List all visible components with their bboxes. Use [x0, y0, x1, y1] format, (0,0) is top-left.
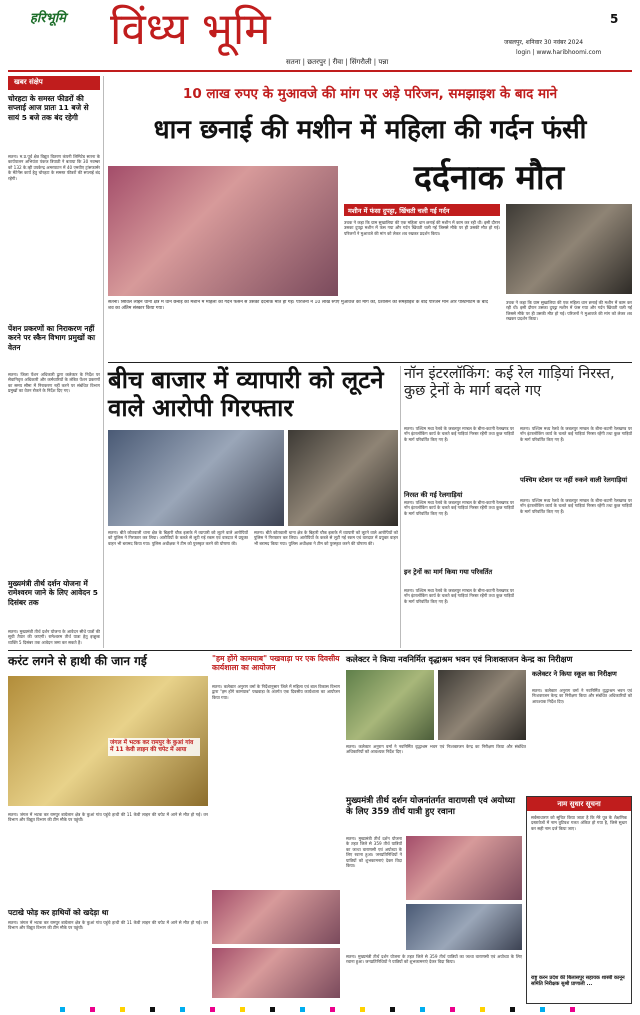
notice-box [526, 796, 632, 1004]
sidebar-divider [103, 76, 104, 648]
top-story-photo-2 [506, 204, 632, 294]
workshop-story [212, 654, 340, 1004]
elephant-story [8, 654, 208, 1004]
sidebar [8, 76, 100, 645]
rail-story-body-4: सतना। पश्चिम मध्य रेलवे के जबलपुर मण्डल के बीना-कटनी रेलखण्ड पर नॉन इंटरलॉकिंग कार्य के चलते कई गाड़ियां निरस्त रहेंगी तथा कुछ गाड़ियों के मार्ग परिवर्तित किए गए हैं। [520, 426, 632, 442]
pilgrim-story-photo-2 [406, 904, 522, 950]
workshop-story-body: सतना। कलेक्टर अनुराग वर्मा के निर्देशानुसार जिले में महिला एवं बाल विकास विभाग द्वारा "हम होंगे कामयाब" पखवाड़ा के अंतर्गत एक दिवसीय कार्यशाला का आयोजन किया गया। [212, 684, 340, 700]
top-story-side-title: मशीन में फंसा दुपट्टा, खिंचती चली गई गर्दन [344, 204, 500, 216]
sidebar-body-3: सतना। मुख्यमंत्री तीर्थ दर्शन योजना के आवेदन सीधे पात्रों की सूची तैयार की जाएगी। रामेश्वरम तीर्थ यात्रा हेतु इच्छुक व्यक्ति 5 दिसंबर तक आवेदन जमा कर सकते हैं। [8, 629, 100, 645]
pilgrim-story-headline: मुख्यमंत्री तीर्थ दर्शन योजनांतर्गत वाराणसी एवं अयोध्या के लिए 359 तीर्थ यात्री हुए रवाना [346, 796, 515, 817]
pilgrim-story [346, 796, 522, 1004]
elephant-story-body-2: सतना। जंगल में भटक कर रामपुर बाघेलान क्षेत्र के कुआं गांव पहुंचे हाथी की 11 केवी लाइन की चपेट में आने से मौत हो गई। वन विभाग और विद्युत विभाग की टीम मौके पर पहुंची। [8, 920, 208, 931]
rail-story-body-3: सतना। पश्चिम मध्य रेलवे के जबलपुर मण्डल के बीना-कटनी रेलखण्ड पर नॉन इंटरलॉकिंग कार्य के चलते कई गाड़ियां निरस्त रहेंगी तथा कुछ गाड़ियों के मार्ग परिवर्तित किए गए हैं। [404, 588, 514, 604]
elephant-story-photo-caption: जंगल में भटक कर रामपुर के कुआं गांव में 11 केवी लाइन की चपेट में आया [108, 738, 200, 756]
market-story [108, 366, 398, 648]
market-divider [400, 366, 401, 648]
top-story-headline: धान छनाई की मशीन में महिला की गर्दन फंसी [153, 115, 587, 145]
masthead-rule [8, 70, 632, 72]
color-bar [60, 1007, 580, 1012]
workshop-story-photo [212, 890, 340, 944]
notice-title: नाम सुधार सूचना [527, 797, 631, 811]
elephant-story-sub: पटाखे फोड़ कर हाथियों को खदेड़ा था [8, 908, 109, 917]
page-number: 5 [610, 12, 619, 26]
top-story-kicker: 10 लाख रुपए के मुआवजे की मांग पर अड़े परिजन, समझाइश के बाद माने [182, 86, 558, 102]
top-story [108, 78, 632, 360]
top-story-rule [108, 362, 632, 363]
rail-story-sub2: इन ट्रेनों का मार्ग किया गया परिवर्तित [404, 568, 493, 576]
sidebar-headline-1: चोरहटा के समस्त फीडरों की सप्लाई आज प्रातः 11 बजे से सायं 5 बजे तक बंद रहेगी [8, 94, 89, 122]
region-list: सतना | छतरपुर | रीवा | सिंगरौली | पन्ना [286, 58, 389, 66]
collector-story-photo [346, 670, 434, 740]
pilgrim-story-photo [406, 836, 522, 900]
page-title: विंध्य भूमि [110, 4, 271, 55]
sidebar-section-label: खबर संक्षेप [8, 76, 100, 90]
collector-story-headline: कलेक्टर ने किया नवनिर्मित वृद्धाश्रम भवन एवं निःशक्तजन केन्द्र का निरीक्षण [346, 654, 573, 664]
market-story-photo [108, 430, 284, 526]
top-story-photo [108, 166, 338, 296]
pilgrim-story-body: सतना। मुख्यमंत्री तीर्थ दर्शन योजना के तहत जिले से 359 तीर्थ यात्रियों का जत्था वाराणसी एवं अयोध्या के लिए रवाना हुआ। जनप्रतिनिधियों ने यात्रियों को शुभकामनाएं देकर विदा किया। [346, 836, 402, 869]
sidebar-body-1: सतना। म.प्र.पूर्व क्षेत्र विद्युत वितरण कंपनी लिमिटेड सतना के कार्यपालन अभियंता पंकज त्रिपाठी ने बताया कि 30 नवम्बर को 132 के.व्ही उपकेन्द्र अमरपाटन में 40 एमवीए ट्रांसफार्मर के मेंटेनेंस कार्य हेतु चोरहटा के समस्त फीडरों की सप्लाई बंद रहेगी। [8, 154, 100, 181]
top-story-caption: सतना। सिविल लाइन थाना क्षेत्र में धान छनाई की मशीन में महिला की गर्दन फंसने से उसकी दर्दनाक मौत हो गई। परिजनों ने 10 लाख रुपए मुआवजे की मांग की, प्रशासन की समझाइश के बाद परिजन माने और पोस्टमार्टम के बाद शव का अंतिम संस्कार किया गया। [108, 300, 488, 311]
pilgrim-story-body-2: सतना। मुख्यमंत्री तीर्थ दर्शन योजना के तहत जिले से 359 तीर्थ यात्रियों का जत्था वाराणसी एवं अयोध्या के लिए रवाना हुआ। जनप्रतिनिधियों ने यात्रियों को शुभकामनाएं देकर विदा किया। [346, 954, 522, 965]
collector-story-photo-2 [438, 670, 526, 740]
elephant-story-body: सतना। जंगल में भटक कर रामपुर बाघेलान क्षेत्र के कुआं गांव पहुंचे हाथी की 11 केवी लाइन की चपेट में आने से मौत हो गई। वन विभाग और विद्युत विभाग की टीम मौके पर पहुंची। [8, 812, 208, 823]
rail-story-headline: नॉन इंटरलॉकिंग: कई रेल गाड़ियां निरस्त, कुछ ट्रेनों के मार्ग बदले गए [404, 366, 615, 399]
site-url[interactable]: login | www.haribhoomi.com [516, 49, 602, 56]
workshop-story-quote: "हम होंगे कामयाब" पखवाड़ा पर एक दिवसीय कार्यशाला का आयोजन [212, 654, 340, 673]
market-story-body-2: सतना। बीते कोतवाली थाना क्षेत्र के बिहारी चौक इलाके में व्यापारी को लूटने वाले आरोपियों को पुलिस ने गिरफ्तार कर लिया। आरोपियों के कब्जे से लूटी गई रकम एवं वारदात में प्रयुक्त वाहन भी बरामद किया गया। पुलिस अधीक्षक ने टीम को पुरस्कृत करने की घोषणा की। [254, 530, 398, 546]
masthead [0, 0, 640, 72]
dateline: जबलपुर, शनिवार 30 नवंबर 2024 [504, 39, 584, 46]
market-story-headline: बीच बाजार में व्यापारी को लूटने वाले आरोपी गिरफ्तार [108, 366, 384, 422]
rail-story-body-2: सतना। पश्चिम मध्य रेलवे के जबलपुर मण्डल के बीना-कटनी रेलखण्ड पर नॉन इंटरलॉकिंग कार्य के चलते कई गाड़ियां निरस्त रहेंगी तथा कुछ गाड़ियों के मार्ग परिवर्तित किए गए हैं। [404, 500, 514, 516]
elephant-story-headline: करंट लगने से हाथी की जान गई [8, 654, 147, 668]
collector-story-body-2: सतना। कलेक्टर अनुराग वर्मा ने नवनिर्मित वृद्धाश्रम भवन एवं निःशक्तजन केन्द्र का निरीक्षण किया और संबंधित अधिकारियों को आवश्यक निर्देश दिए। [532, 688, 632, 704]
notice-body: सर्वसाधारण को सूचित किया जाता है कि मेरे पुत्र के शैक्षणिक दस्तावेजों में नाम त्रुटिवश गलत अंकित हो गया है, जिसे सुधार कर सही नाम दर्ज किया जाए। [531, 815, 627, 831]
collector-story [346, 654, 632, 792]
collector-story-sub: कलेक्टर ने किया स्कूल का निरीक्षण [532, 670, 617, 678]
rail-story [404, 366, 632, 648]
brand-logo: हरिभूमि [30, 11, 66, 26]
sidebar-headline-3: मुख्यमंत्री तीर्थ दर्शन योजना में रामेश्वरम जाने के लिए आवेदन 5 दिसंबर तक [8, 579, 98, 607]
top-story-side-body-2: उचक ने कहा कि ग्राम सुखालिया की एक महिला धान छनाई की मशीन में काम कर रही थी। इसी दौरान उसका दुपट्टा मशीन में फंस गया और गर्दन खिंचती चली गई जिससे मौके पर ही उसकी मौत हो गई। परिजनों ने मुआवजे की मांग को लेकर शव रखकर प्रदर्शन किया। [506, 300, 632, 322]
collector-story-body: सतना। कलेक्टर अनुराग वर्मा ने नवनिर्मित वृद्धाश्रम भवन एवं निःशक्तजन केन्द्र का निरीक्षण किया और संबंधित अधिकारियों को आवश्यक निर्देश दिए। [346, 744, 526, 755]
rail-story-sub3: पश्चिम स्टेशन पर नहीं रुकने वाली रेलगाड़ियां [520, 476, 628, 484]
rail-story-body: सतना। पश्चिम मध्य रेलवे के जबलपुर मण्डल के बीना-कटनी रेलखण्ड पर नॉन इंटरलॉकिंग कार्य के चलते कई गाड़ियां निरस्त रहेंगी तथा कुछ गाड़ियों के मार्ग परिवर्तित किए गए हैं। [404, 426, 514, 442]
sidebar-body-2: सतना। जिला पेंशन अधिकारी द्वारा कलेक्टर के निर्देश पर सेवानिवृत्त अधिकारी और कर्मचारियों के लंबित पेंशन प्रकरणों का समय सीमा में निराकरण नहीं करने पर संबंधित विभाग प्रमुखों का वेतन रोकने के निर्देश दिए गए। [8, 372, 100, 394]
rail-story-sub1: निरस्त की गई रेलगाड़ियां [404, 491, 463, 499]
top-story-side-body: उचक ने कहा कि ग्राम सुखालिया की एक महिला धान छनाई की मशीन में काम कर रही थी। इसी दौरान उसका दुपट्टा मशीन में फंस गया और गर्दन खिंचती चली गई जिससे मौके पर ही उसकी मौत हो गई। परिजनों ने मुआवजे की मांग को लेकर शव रखकर प्रदर्शन किया। [344, 220, 500, 236]
notice-footer: राष्ट्र करन प्रदेश की बिलासपुर सहायक शास्त्री कानून समिति निरीक्षक सुश्री प्राणाली ... [531, 975, 625, 987]
rail-story-body-5: सतना। पश्चिम मध्य रेलवे के जबलपुर मण्डल के बीना-कटनी रेलखण्ड पर नॉन इंटरलॉकिंग कार्य के चलते कई गाड़ियां निरस्त रहेंगी तथा कुछ गाड़ियों के मार्ग परिवर्तित किए गए हैं। [520, 498, 632, 514]
workshop-story-photo-2 [212, 948, 340, 998]
market-story-photo-2 [288, 430, 398, 526]
sidebar-headline-2: पेंशन प्रकरणों का निराकरण नहीं करने पर स्कैन विभाग प्रमुखों का वेतन [8, 324, 96, 352]
top-story-subhead: दर्दनाक मौत [413, 158, 565, 198]
mid-rule [8, 650, 632, 651]
market-story-body: सतना। बीते कोतवाली थाना क्षेत्र के बिहारी चौक इलाके में व्यापारी को लूटने वाले आरोपियों को पुलिस ने गिरफ्तार कर लिया। आरोपियों के कब्जे से लूटी गई रकम एवं वारदात में प्रयुक्त वाहन भी बरामद किया गया। पुलिस अधीक्षक ने टीम को पुरस्कृत करने की घोषणा की। [108, 530, 248, 546]
